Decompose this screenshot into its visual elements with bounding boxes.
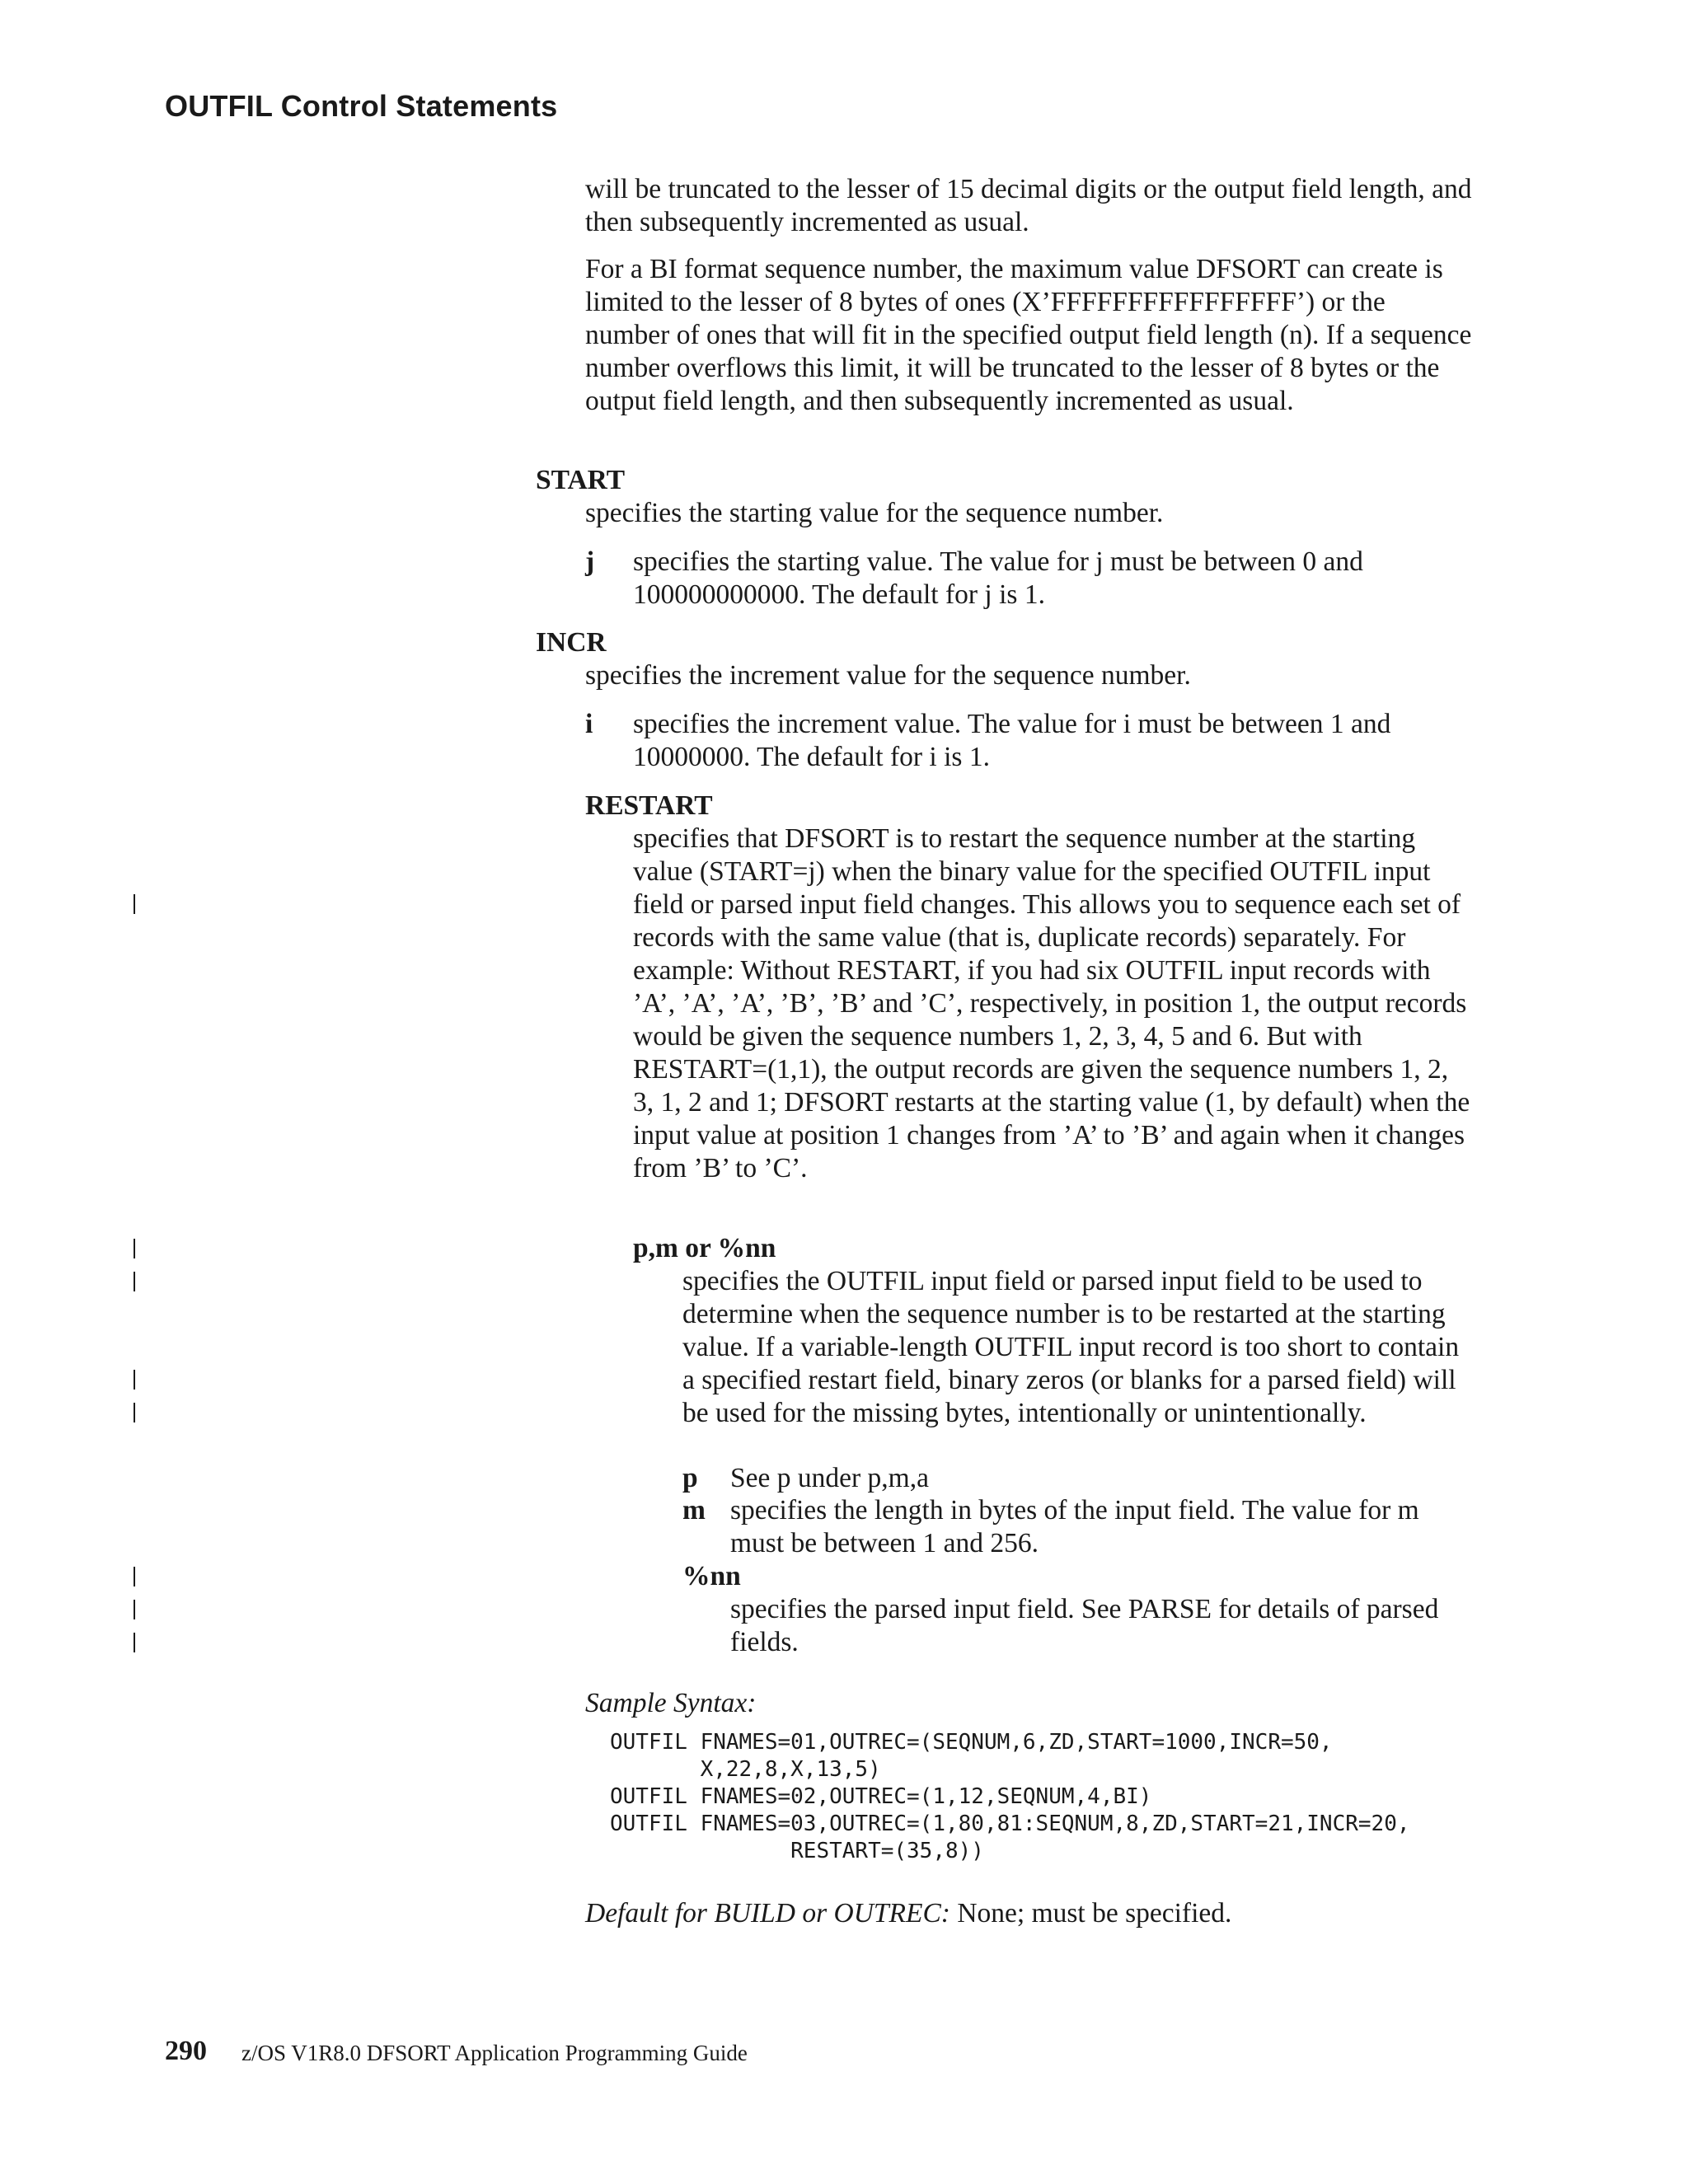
page-header: OUTFIL Control Statements [165,89,558,123]
sample-syntax-label: Sample Syntax: [585,1688,757,1718]
paragraph-truncation: will be truncated to the lesser of 15 decimal digits or the output field length, and then subsequently incremented as usual. [585,174,1472,237]
change-bar [134,1633,135,1652]
m-desc: specifies the length in bytes of the input field. The value for m must be between 1 and 256. [730,1495,1419,1558]
change-bar [134,1239,135,1258]
pm-term: p,m or %nn [633,1233,776,1263]
code-line-2: X,22,8,X,13,5) [610,1757,881,1782]
change-bar [134,1370,135,1390]
i-term: i [585,709,593,739]
book-title: z/OS V1R8.0 DFSORT Application Programming Guide [241,2041,748,2065]
change-bar [134,1403,135,1422]
i-desc: specifies the increment value. The value for i must be between 1 and 10000000. The default for i is 1. [633,709,1391,772]
change-bar [134,1272,135,1291]
default-line [585,1897,1475,1930]
paragraph-bi-format: For a BI format sequence number, the maximum value DFSORT can create is limited to the lesser of 8 bytes of ones (X’FFFFFFFFFFFFFFFF’) or the number of ones that will fit in the specified output field length (n). If a sequence number overflows this limit, it will be truncated to the lesser of 8 bytes or the output field length, and then subsequently incremented as usual. [585,254,1472,416]
default-label: Default for BUILD or OUTREC: [585,1898,950,1929]
restart-desc: specifies that DFSORT is to restart the sequence number at the starting value (START=j) when the binary value for the specified OUTFIL input field or parsed input field changes. This allows you to sequence each set of records with the same value (that is, duplicate records) separately. For example: Without RESTART, if you had six OUTFIL input records with ’A’, ’A’, ’A’, ’B’, ’B’ and ’C’, respectively, in position 1, the output records would be given the sequence numbers 1, 2, 3, 4, 5 and 6. But with RESTART=(1,1), the output records are given the sequence numbers 1, 2, 3, 1, 2 and 1; DFSORT restarts at the starting value (1, by default) when the input value at position 1 changes from ’A’ to ’B’ and again when it changes from ’B’ to ’C’. [633,823,1470,1183]
start-desc: specifies the starting value for the sequence number. [585,498,1164,528]
incr-term: INCR [536,627,607,658]
j-term: j [585,546,595,577]
code-line-1: OUTFIL FNAMES=01,OUTREC=(SEQNUM,6,ZD,START=1000,INCR=50, [610,1730,1333,1755]
nn-term: %nn [682,1561,741,1591]
p-term: p [682,1463,698,1493]
nn-desc: specifies the parsed input field. See PARSE for details of parsed fields. [730,1594,1439,1657]
change-bar [134,1567,135,1586]
code-line-3: OUTFIL FNAMES=02,OUTREC=(1,12,SEQNUM,4,BI) [610,1784,1152,1809]
j-desc: specifies the starting value. The value for j must be between 0 and 100000000000. The default for j is 1. [633,546,1363,610]
m-term: m [682,1495,706,1526]
change-bar [134,894,135,914]
code-line-5: RESTART=(35,8)) [610,1839,984,1863]
page-number: 290 [165,2036,207,2066]
pm-desc: specifies the OUTFIL input field or parsed input field to be used to determine when the sequence number is to be restarted at the starting value. If a variable-length OUTFIL input record is too short to contain a specified restart field, binary zeros (or blanks for a parsed field) will be used for the missing bytes, intentionally or unintentionally. [682,1266,1460,1428]
default-value: None; must be specified. [950,1898,1232,1929]
change-bar [134,1600,135,1619]
incr-desc: specifies the increment value for the sequence number. [585,660,1191,691]
p-desc: See p under p,m,a [730,1463,929,1493]
start-term: START [536,465,626,495]
restart-term: RESTART [585,790,713,821]
code-line-4: OUTFIL FNAMES=03,OUTREC=(1,80,81:SEQNUM,8,ZD,START=21,INCR=20, [610,1811,1410,1836]
